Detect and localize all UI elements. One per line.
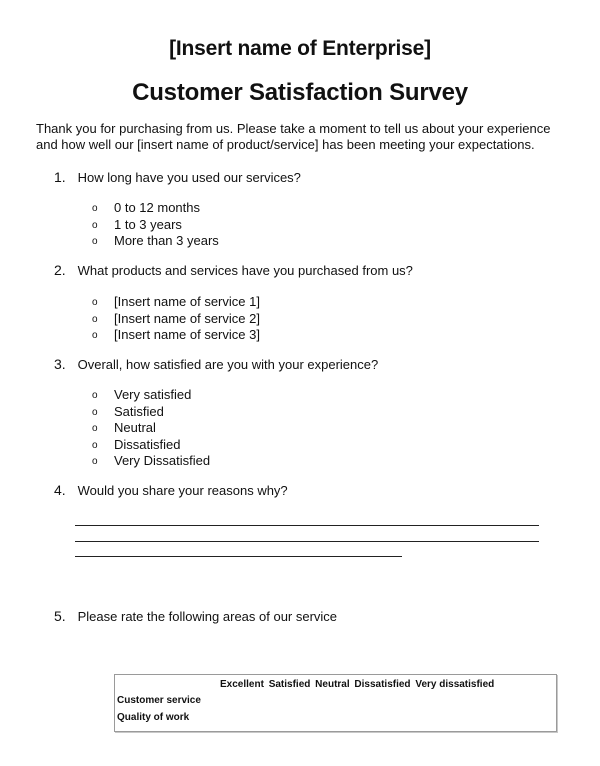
page-title: Customer Satisfaction Survey <box>132 79 468 106</box>
question-text: Overall, how satisfied are you with your experience? <box>77 357 379 372</box>
option-label: Very satisfied <box>114 387 192 402</box>
option-label: [Insert name of service 1] <box>114 294 260 309</box>
question-number: 3. <box>54 356 66 372</box>
question-1 <box>54 169 301 185</box>
question-text: Would you share your reasons why? <box>77 483 288 498</box>
row-label-customer-service: Customer service <box>117 695 201 706</box>
question-text: How long have you used our services? <box>77 170 301 185</box>
circle-bullet-icon: o <box>92 203 98 214</box>
intro-paragraph <box>36 121 576 153</box>
option-item[interactable] <box>92 387 210 404</box>
option-item[interactable] <box>92 420 210 437</box>
column-header-dissatisfied: Dissatisfied <box>354 679 411 690</box>
option-label: Dissatisfied <box>114 436 181 452</box>
circle-bullet-icon: o <box>92 406 98 418</box>
circle-bullet-icon: o <box>92 236 98 247</box>
question-5 <box>54 608 337 624</box>
option-label: [Insert name of service 2] <box>114 310 260 326</box>
column-header-neutral: Neutral <box>315 679 350 690</box>
question-text: Please rate the following areas of our service <box>77 609 338 624</box>
option-label: Very Dissatisfied <box>114 453 211 468</box>
rating-table-header <box>220 679 496 690</box>
question-1-options <box>92 200 219 250</box>
row-label-quality-of-work: Quality of work <box>117 712 190 723</box>
answer-line[interactable] <box>75 541 539 542</box>
question-2-options <box>92 294 260 344</box>
intro-line-1: Thank you for purchasing from us. Please take a moment to tell us about your experience <box>36 121 551 136</box>
option-item[interactable] <box>92 200 219 217</box>
circle-bullet-icon: o <box>92 297 98 308</box>
column-header-very-dissatisfied: Very dissatisfied <box>415 679 495 690</box>
option-label: Neutral <box>114 420 156 435</box>
option-item[interactable] <box>92 453 210 470</box>
question-number: 2. <box>54 262 66 278</box>
question-number: 4. <box>54 482 66 498</box>
circle-bullet-icon: o <box>92 423 98 434</box>
circle-bullet-icon: o <box>92 456 98 467</box>
answer-line[interactable] <box>75 525 539 526</box>
option-item[interactable] <box>92 294 260 311</box>
question-2 <box>54 262 413 278</box>
circle-bullet-icon: o <box>92 390 98 401</box>
circle-bullet-icon: o <box>92 330 98 341</box>
option-label: More than 3 years <box>114 233 219 248</box>
option-item[interactable] <box>92 404 210 421</box>
question-3-options <box>92 387 210 470</box>
option-item[interactable] <box>92 311 260 328</box>
intro-line-2: and how well our [insert name of product/service] has been meeting your expectations. <box>36 137 535 152</box>
column-header-excellent: Excellent <box>220 679 264 690</box>
option-label: Satisfied <box>114 403 164 419</box>
question-text: What products and services have you purchased from us? <box>77 263 413 278</box>
option-label: 0 to 12 months <box>114 200 200 215</box>
rating-table <box>114 674 557 732</box>
option-label: [Insert name of service 3] <box>114 327 260 342</box>
question-4 <box>54 482 288 498</box>
question-3 <box>54 356 378 372</box>
option-item[interactable] <box>92 437 210 454</box>
option-item[interactable] <box>92 233 219 250</box>
question-number: 5. <box>54 608 66 624</box>
column-header-satisfied: Satisfied <box>268 679 311 690</box>
question-number: 1. <box>54 169 66 185</box>
circle-bullet-icon: o <box>92 439 98 451</box>
option-item[interactable] <box>92 327 260 344</box>
circle-bullet-icon: o <box>92 313 98 325</box>
enterprise-name: [Insert name of Enterprise] <box>169 37 431 60</box>
option-label: 1 to 3 years <box>114 216 182 232</box>
option-item[interactable] <box>92 217 219 234</box>
answer-line[interactable] <box>75 556 402 557</box>
circle-bullet-icon: o <box>92 219 98 231</box>
